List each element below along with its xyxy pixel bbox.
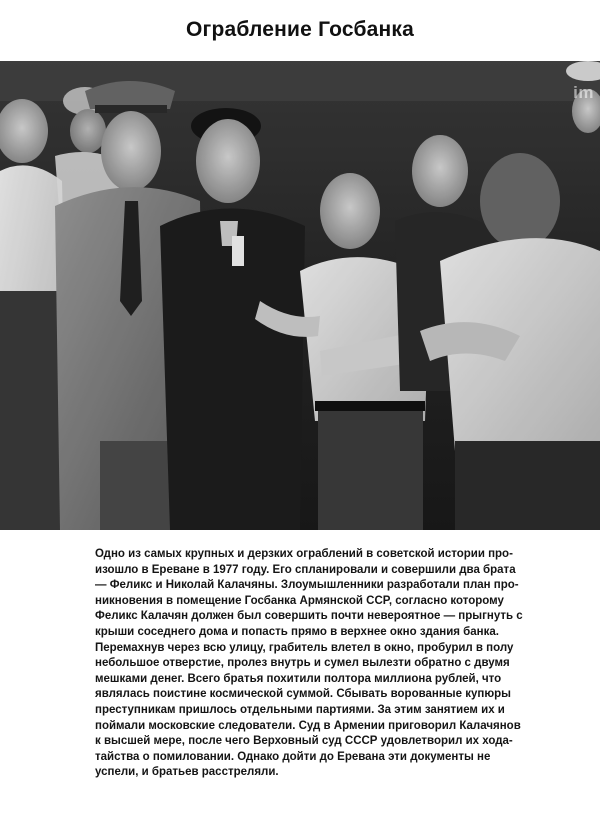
story-line: тайства о помиловании. Однако дойти до Еревана эти документы не (95, 750, 491, 763)
photo-illustration (0, 61, 600, 530)
story-line: изошло в Ереване в 1977 году. Его спланировали и совершили два брата (95, 563, 516, 576)
story-line: — Феликс и Николай Калачяны. Злоумышленники разработали план про- (95, 579, 519, 592)
story-line: Перемахнув через всю улицу, грабитель влетел в окно, пробурил в полу (95, 641, 514, 654)
story-line: преступникам пришлось отдельными партиями. За этим занятием их и (95, 703, 505, 716)
story-line: никновения в помещение Госбанка Армянской ССР, согласно которому (95, 594, 504, 607)
story-line: Одно из самых крупных и дерзких ограблений в советской истории про- (95, 548, 513, 560)
page-title: Ограбление Госбанка (185, 18, 415, 41)
historical-photo (0, 61, 600, 530)
story-line: мешками денег. Всего братья похитили полтора миллиона рублей, что (95, 672, 502, 685)
story-line: поймали московские следователи. Суд в Армении приговорил Калачянов (95, 719, 521, 732)
story-line: к высшей мере, после чего Верховный суд СССР удовлетворил их хода- (95, 735, 513, 748)
story-text (95, 547, 575, 781)
story-line: успели, и братьев расстреляли. (95, 766, 279, 779)
story-line: небольшое отверстие, пролез внутрь и сумел вылезти обратно с двумя (95, 657, 510, 670)
watermark-logo: im (573, 83, 594, 102)
story-line: Феликс Калачян должен был совершить почти невероятное — прыгнуть с (95, 610, 523, 623)
story-line: являлась поистине космической суммой. Сбывать ворованные купюры (95, 688, 511, 701)
story-line: крыши соседнего дома и попасть прямо в верхнее окно здания банка. (95, 625, 499, 638)
